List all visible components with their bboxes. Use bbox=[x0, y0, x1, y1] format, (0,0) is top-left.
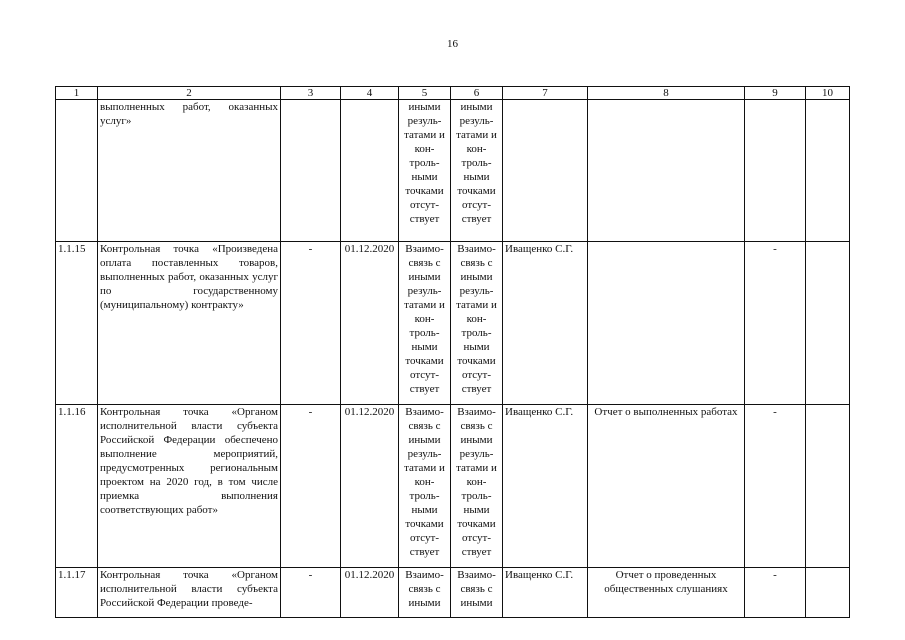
row-col-10 bbox=[806, 568, 850, 618]
row-relation-6: иными резуль-татами и кон-троль-ными точками отсут-ствует bbox=[451, 100, 503, 242]
row-col-3: - bbox=[281, 405, 341, 568]
plan-table bbox=[55, 86, 850, 618]
row-col-3 bbox=[281, 100, 341, 242]
row-col-9: - bbox=[745, 405, 806, 568]
row-description: Контрольная точка «Органом исполнительной власти субъекта Российской Федерации обеспечено выполнение мероприятий, предусмотренных региональным проектом на 2020 год, в том числе приемка выполнения соответствующих работ» bbox=[98, 405, 281, 568]
header-col-4: 4 bbox=[341, 87, 399, 100]
row-relation-5: Взаимо-связь с иными bbox=[399, 568, 451, 618]
row-col-10 bbox=[806, 100, 850, 242]
row-relation-6: Взаимо-связь с иными резуль-татами и кон-троль-ными точками отсут-ствует bbox=[451, 242, 503, 405]
table-row bbox=[56, 568, 850, 618]
row-date: 01.12.2020 bbox=[341, 405, 399, 568]
row-col-9: - bbox=[745, 568, 806, 618]
row-col-9 bbox=[745, 100, 806, 242]
row-number: 1.1.17 bbox=[56, 568, 98, 618]
row-date: 01.12.2020 bbox=[341, 568, 399, 618]
header-col-6: 6 bbox=[451, 87, 503, 100]
header-col-5: 5 bbox=[399, 87, 451, 100]
row-description: Контрольная точка «Произведена оплата поставленных товаров, выполненных работ, оказанных услуг по государственному (муниципальному) контракту» bbox=[98, 242, 281, 405]
row-date: 01.12.2020 bbox=[341, 242, 399, 405]
row-responsible: Иващенко С.Г. bbox=[503, 568, 588, 618]
header-col-7: 7 bbox=[503, 87, 588, 100]
header-col-9: 9 bbox=[745, 87, 806, 100]
row-result: Отчет о проведенных общественных слушаниях bbox=[588, 568, 745, 618]
row-relation-6: Взаимо-связь с иными резуль-татами и кон-троль-ными точками отсут-ствует bbox=[451, 405, 503, 568]
row-responsible: Иващенко С.Г. bbox=[503, 405, 588, 568]
row-number: 1.1.15 bbox=[56, 242, 98, 405]
row-result bbox=[588, 100, 745, 242]
row-relation-6: Взаимо-связь с иными bbox=[451, 568, 503, 618]
row-responsible: Иващенко С.Г. bbox=[503, 242, 588, 405]
header-col-8: 8 bbox=[588, 87, 745, 100]
row-description: выполненных работ, оказанных услуг» bbox=[98, 100, 281, 242]
header-row bbox=[56, 87, 850, 100]
row-col-3: - bbox=[281, 242, 341, 405]
table-row bbox=[56, 100, 850, 242]
table-row bbox=[56, 242, 850, 405]
row-result: Отчет о выполненных работах bbox=[588, 405, 745, 568]
row-number: 1.1.16 bbox=[56, 405, 98, 568]
header-col-3: 3 bbox=[281, 87, 341, 100]
row-result bbox=[588, 242, 745, 405]
header-col-2: 2 bbox=[98, 87, 281, 100]
row-col-10 bbox=[806, 405, 850, 568]
row-col-10 bbox=[806, 242, 850, 405]
row-col-9: - bbox=[745, 242, 806, 405]
header-col-10: 10 bbox=[806, 87, 850, 100]
row-number bbox=[56, 100, 98, 242]
row-relation-5: Взаимо-связь с иными резуль-татами и кон-троль-ными точками отсут-ствует bbox=[399, 405, 451, 568]
row-description: Контрольная точка «Органом исполнительной власти субъекта Российской Федерации проведе- bbox=[98, 568, 281, 618]
row-relation-5: иными резуль-татами и кон-троль-ными точками отсут-ствует bbox=[399, 100, 451, 242]
row-relation-5: Взаимо-связь с иными резуль-татами и кон-троль-ными точками отсут-ствует bbox=[399, 242, 451, 405]
row-date bbox=[341, 100, 399, 242]
table-row bbox=[56, 405, 850, 568]
header-col-1: 1 bbox=[56, 87, 98, 100]
row-col-3: - bbox=[281, 568, 341, 618]
row-responsible bbox=[503, 100, 588, 242]
page-number: 16 bbox=[447, 38, 458, 50]
